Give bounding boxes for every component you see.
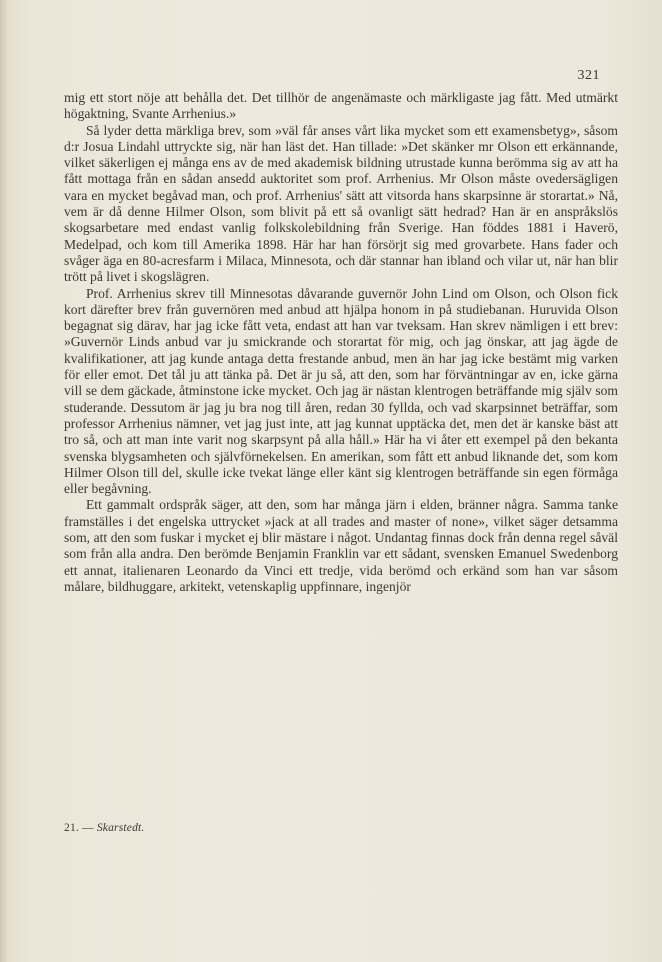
page-number: 321 — [577, 68, 600, 83]
signature-work: Skarstedt. — [96, 822, 145, 834]
paragraph-continued: mig ett stort nöje att behålla det. Det tillhör de angenämaste och märkligaste jag fått. Med utmärkt högaktning, Svante Arrhenius.» — [64, 90, 618, 122]
signature-number: 21. — — [64, 822, 94, 834]
binding-edge — [0, 0, 8, 962]
paragraph: Prof. Arrhenius skrev till Minnesotas dåvarande guvernör John Lind om Olson, och Olson fick kort därefter brev från guvernören med anbud att hjälpa honom in på studiebanan. Huruvida Olson begagnat sig därav, har jag icke fått veta, endast att han var tveksam. Han skrev nämligen i ett brev: »Guvernör Linds anbud var ju smickrande och storartat för mig, och jag önskar, att jag ägde de kvalifikationer, att jag kunde antaga detta frestande anbud, men än har jag icke bestämt mig varken för eller emot. Det tål ju att tänka på. Det är ju så, att den, som har förväntningar av en, icke gärna vill se dem gäckade, åtminstone icke mycket. Och jag är nästan klentrogen beträffande mig själv som studerande. Dessutom är jag ju bra nog till åren, redan 30 fyllda, och vad skarpsinnet beträffar, som professor Arrhenius nämner, vet jag just inte, att jag kunnat upptäcka det, men det är kanske bäst att tro så, och att man inte varit nog skarpsynt på alla håll.» Här ha vi åter ett exempel på den bekanta svenska blygsamheten och självförnekelsen. En amerikan, som fått ett anbud liknande det, som kom Hilmer Olson till del, skulle icke tvekat länge eller känt sig klentrogen beträffande sin egen förmåga eller begåvning. — [64, 285, 618, 497]
printer-signature — [64, 822, 145, 834]
body-text — [64, 90, 618, 595]
paragraph: Så lyder detta märkliga brev, som »väl får anses vårt lika mycket som ett examensbetyg», såsom d:r Josua Lindahl uttryckte sig, när han läst det. Han tillade: »Det skänker mr Olson ett erkännande, vilket säkerligen ej många ens av de med akademisk bildning utrustade kunna berömma sig av att ha fått mottaga från en sådan ansedd auktoritet som prof. Arrhenius. Mr Olson måste ovedersägligen vara en mycket begåvad man, och prof. Arrhenius' sätt att vitsorda hans skarpsinne är storartat.» Nå, vem är då denne Hilmer Olson, som blivit på ett så ovanligt sätt hedrad? Han är en anspråkslös skogsarbetare med endast vanlig folkskolebildning från Sverige. Han föddes 1881 i Haverö, Medelpad, och kom till Amerika 1898. Här har han försörjt sig med grovarbete. Hans fader och svåger äga en 80-acresfarm i Milaca, Minnesota, och där stannar han ibland och vilar ut, när han blir trött på livet i skogslägren. — [64, 122, 618, 285]
paragraph: Ett gammalt ordspråk säger, att den, som har många järn i elden, bränner några. Samma tanke framställes i det engelska uttrycket »jack at all trades and master of none», vilket säger detsamma som, att den som fuskar i mycket ej blir mästare i något. Undantag finnas dock från denna regel såväl som från alla andra. Den berömde Benjamin Franklin var ett sådant, svensken Emanuel Swedenborg ett annat, italienaren Leonardo da Vinci ett tredje, vida berömd och erkänd som han var såsom målare, bildhuggare, arkitekt, vetenskaplig uppfinnare, ingenjör — [64, 497, 618, 594]
